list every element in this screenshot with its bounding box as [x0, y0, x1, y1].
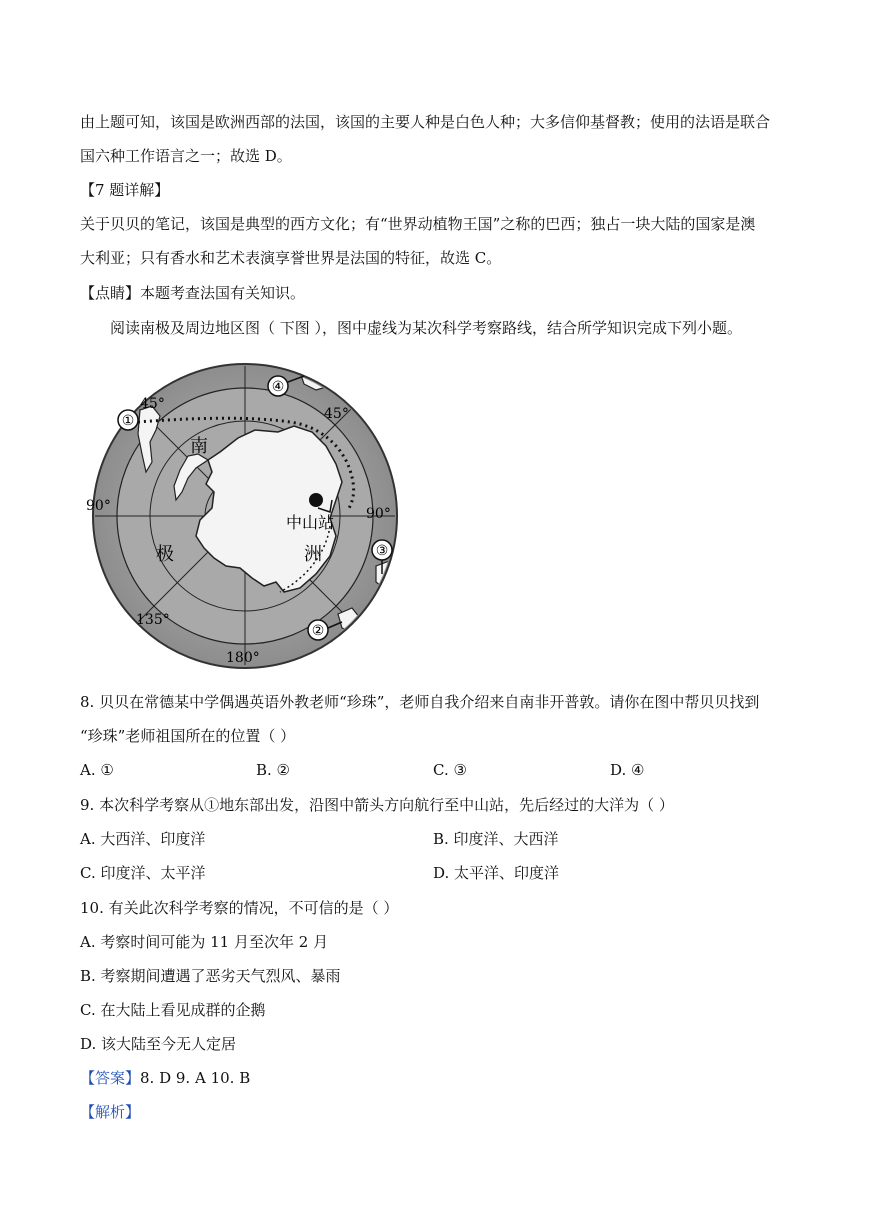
- answer-row: [80, 1068, 250, 1088]
- q8-option-a[interactable]: A. ①: [80, 761, 114, 779]
- q9-line1: 9. 本次科学考察从①地东部出发，沿图中箭头方向航行至中山站，先后经过的大洋为（ ）: [80, 796, 674, 814]
- intro: 阅读南极及周边地区图（ 下图 ），图中虚线为某次科学考察路线，结合所学知识完成下列小题。: [110, 319, 743, 337]
- q8-option-b[interactable]: B. ②: [256, 761, 291, 779]
- q10-option-a[interactable]: A. 考察时间可能为 11 月至次年 2 月: [80, 933, 329, 951]
- antarctica-map-svg: [80, 360, 410, 672]
- answer-text: 8. D 9. A 10. B: [140, 1069, 251, 1087]
- svg-text:①: ①: [121, 413, 135, 429]
- antarctica-map: [80, 360, 410, 672]
- svg-text:③: ③: [375, 543, 389, 559]
- p1-line2: 国六种工作语言之一；故选 D。: [80, 147, 292, 165]
- analysis-label: 【解析】: [80, 1103, 141, 1121]
- q8-line2: “珍珠”老师祖国所在的位置（ ）: [80, 727, 296, 745]
- q10-option-c[interactable]: C. 在大陆上看见成群的企鹅: [80, 1001, 266, 1019]
- marker-1: [118, 410, 138, 430]
- label-zhongshan: 中山站: [286, 513, 335, 532]
- p1-line1: 由上题可知，该国是欧洲西部的法国，该国的主要人种是白色人种；大多信仰基督教；使用的法语是联合: [80, 113, 771, 131]
- svg-text:②: ②: [311, 623, 325, 639]
- q7-line1: 关于贝贝的笔记，该国是典型的西方文化；有“世界动植物王国”之称的巴西；独占一块大陆的国家是澳: [80, 215, 756, 233]
- q9-option-b[interactable]: B. 印度洋、大西洋: [433, 830, 559, 848]
- q8-line1: 8. 贝贝在常德某中学偶遇英语外教老师“珍珠”，老师自我介绍来自南非开普敦。请你在图中帮贝贝找到: [80, 693, 760, 711]
- label-45-right: 45°: [324, 406, 349, 422]
- q9-option-a[interactable]: A. 大西洋、印度洋: [80, 830, 206, 848]
- q9-option-c[interactable]: C. 印度洋、太平洋: [80, 864, 206, 882]
- q10-line1: 10. 有关此次科学考察的情况，不可信的是（ ）: [80, 899, 399, 917]
- label-ji: 极: [156, 544, 174, 565]
- svg-text:④: ④: [271, 379, 285, 395]
- label-zhou: 洲: [304, 544, 322, 565]
- zhongshan-station-dot: [309, 493, 323, 507]
- label-90-left: 90°: [86, 498, 111, 514]
- label-180: 180°: [226, 650, 260, 666]
- answer-label: 【答案】: [80, 1069, 141, 1087]
- label-45-left: 45°: [140, 396, 165, 412]
- comment: 【点睛】本题考查法国有关知识。: [80, 284, 306, 302]
- q7-header: 【7 题详解】: [80, 181, 170, 199]
- q10-option-d[interactable]: D. 该大陆至今无人定居: [80, 1035, 237, 1053]
- label-135: 135°: [136, 612, 170, 628]
- q7-line2: 大利亚；只有香水和艺术表演享誉世界是法国的特征，故选 C。: [80, 249, 502, 267]
- label-nan: 南: [190, 436, 208, 457]
- label-90-right: 90°: [366, 506, 391, 522]
- q8-option-d[interactable]: D. ④: [610, 761, 645, 779]
- q9-option-d[interactable]: D. 太平洋、印度洋: [433, 864, 560, 882]
- q8-option-c[interactable]: C. ③: [433, 761, 467, 779]
- q10-option-b[interactable]: B. 考察期间遭遇了恶劣天气烈风、暴雨: [80, 967, 341, 985]
